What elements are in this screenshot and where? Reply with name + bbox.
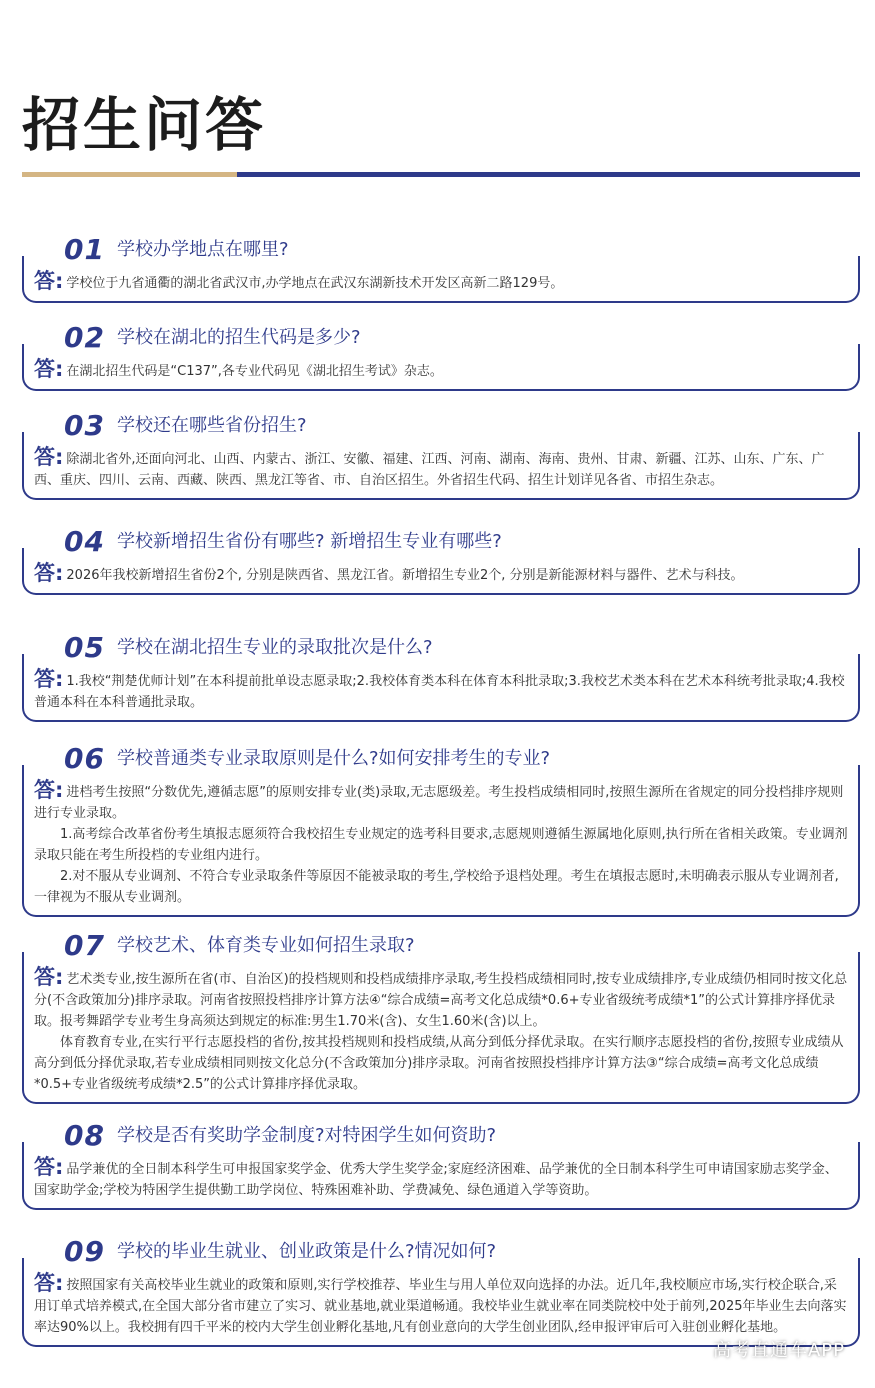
answer-text: 除湖北省外,还面向河北、山西、内蒙古、浙江、安徽、福建、江西、河南、湖南、海南、贵州、甘肃、新疆、江苏、山东、广东、广西、重庆、四川、云南、西藏、陕西、黑龙江等省、市、自治区招生。外省招生代码、招生计划详见各省、市招生杂志。 <box>34 452 825 488</box>
answer-box <box>22 964 860 1104</box>
question-header <box>22 524 860 560</box>
answer-box <box>22 268 860 303</box>
answer-box <box>22 560 860 595</box>
answer-text: 2026年我校新增招生省份2个, 分别是陕西省、黑龙江省。新增招生专业2个, 分别是新能源材料与器件、艺术与科技。 <box>66 568 744 583</box>
question-number: 01 <box>64 233 105 266</box>
answer-text: 进档考生按照“分数优先,遵循志愿”的原则安排专业(类)录取,无志愿级差。考生投档成绩相同时,按照生源所在省规定的同分投档排序规则进行专业录取。 <box>34 785 844 821</box>
title-rule-gold <box>22 172 237 177</box>
answer-box <box>22 444 860 500</box>
answer-paragraph: 1.高考综合改革省份考生填报志愿须符合我校招生专业规定的选考科目要求,志愿规则遵循生源属地化原则,执行所在省相关政策。专业调剂录取只能在考生所投档的专业组内进行。 <box>34 827 848 863</box>
question-header <box>22 630 860 666</box>
title-rule-navy <box>237 172 860 177</box>
watermark: 高考直通车APP <box>712 1340 845 1361</box>
answer-text: 1.我校“荆楚优师计划”在本科提前批单设志愿录取;2.我校体育类本科在体育本科批录取;3.我校艺术类本科在艺术本科统考批录取;4.我校普通本科在本科普通批录取。 <box>34 674 845 710</box>
answer-box <box>22 356 860 391</box>
answer-label: 答: <box>34 965 64 989</box>
question-header <box>22 232 860 268</box>
question-header <box>22 320 860 356</box>
question-header <box>22 741 860 777</box>
question-number: 07 <box>64 929 105 962</box>
question-header <box>22 928 860 964</box>
question-number: 09 <box>64 1235 105 1268</box>
question-number: 06 <box>64 742 105 775</box>
question-number: 05 <box>64 631 105 664</box>
qa-item-01 <box>22 232 860 303</box>
answer-label: 答: <box>34 561 64 585</box>
question-text: 学校的毕业生就业、创业政策是什么?情况如何? <box>116 1241 497 1262</box>
answer-box <box>22 777 860 917</box>
question-header <box>22 1118 860 1154</box>
question-text: 学校普通类专业录取原则是什么?如何安排考生的专业? <box>116 748 551 769</box>
page-title: 招生问答 <box>22 91 267 159</box>
question-text: 学校是否有奖助学金制度?对特困学生如何资助? <box>116 1125 497 1146</box>
question-number: 08 <box>64 1119 105 1152</box>
question-header <box>22 408 860 444</box>
question-number: 03 <box>64 409 105 442</box>
answer-box <box>22 1154 860 1210</box>
qa-item-04 <box>22 524 860 595</box>
qa-item-06 <box>22 741 860 917</box>
answer-box <box>22 666 860 722</box>
question-text: 学校还在哪些省份招生? <box>116 415 307 436</box>
answer-text: 在湖北招生代码是“C137”,各专业代码见《湖北招生考试》杂志。 <box>66 364 443 379</box>
answer-label: 答: <box>34 357 64 381</box>
question-text: 学校在湖北的招生代码是多少? <box>116 327 361 348</box>
question-text: 学校新增招生省份有哪些? 新增招生专业有哪些? <box>116 531 502 552</box>
question-text: 学校艺术、体育类专业如何招生录取? <box>116 935 415 956</box>
answer-paragraph: 2.对不服从专业调剂、不符合专业录取条件等原因不能被录取的考生,学校给予退档处理。考生在填报志愿时,未明确表示服从专业调剂者,一律视为不服从专业调剂。 <box>34 869 839 905</box>
qa-item-07 <box>22 928 860 1104</box>
question-number: 02 <box>64 321 105 354</box>
question-number: 04 <box>64 525 105 558</box>
answer-label: 答: <box>34 1271 64 1295</box>
answer-text: 品学兼优的全日制本科学生可申报国家奖学金、优秀大学生奖学金;家庭经济困难、品学兼优的全日制本科学生可申请国家励志奖学金、国家助学金;学校为特困学生提供勤工助学岗位、特殊困难补助、学费减免、绿色通道入学等资助。 <box>34 1162 838 1198</box>
answer-label: 答: <box>34 778 64 802</box>
qa-item-08 <box>22 1118 860 1210</box>
answer-paragraph: 体育教育专业,在实行平行志愿投档的省份,按其投档规则和投档成绩,从高分到低分择优录取。在实行顺序志愿投档的省份,按照专业成绩从高分到低分择优录取,若专业成绩相同则按文化总分(不含政策加分)排序录取。河南省按照投档排序计算方法③“综合成绩=高考文化总成绩*0.5+专业省级统考成绩*2.5”的公式计算排序择优录取。 <box>34 1035 844 1092</box>
answer-label: 答: <box>34 1155 64 1179</box>
answer-text: 按照国家有关高校毕业生就业的政策和原则,实行学校推荐、毕业生与用人单位双向选择的办法。近几年,我校顺应市场,实行校企联合,采用订单式培养模式,在全国大部分省市建立了实习、就业基地,就业渠道畅通。我校毕业生就业率在同类院校中处于前列,2025年毕业生去向落实率达90%以上。我校拥有四千平米的校内大学生创业孵化基地,凡有创业意向的大学生创业团队,经申报评审后可入驻创业孵化基地。 <box>34 1278 847 1335</box>
answer-text: 艺术类专业,按生源所在省(市、自治区)的投档规则和投档成绩排序录取,考生投档成绩相同时,按专业成绩排序,专业成绩仍相同时按文化总分(不含政策加分)排序录取。河南省按照投档排序计算方法④“综合成绩=高考文化总成绩*0.6+专业省级统考成绩*1”的公式计算排序择优录取。报考舞蹈学专业考生身高须达到规定的标准:男生1.70米(含)、女生1.60米(含)以上。 <box>34 972 848 1029</box>
answer-label: 答: <box>34 667 64 691</box>
qa-item-09 <box>22 1234 860 1347</box>
answer-text: 学校位于九省通衢的湖北省武汉市,办学地点在武汉东湖新技术开发区高新二路129号。 <box>66 276 564 291</box>
question-header <box>22 1234 860 1270</box>
answer-label: 答: <box>34 445 64 469</box>
answer-label: 答: <box>34 269 64 293</box>
qa-item-03 <box>22 408 860 500</box>
qa-item-05 <box>22 630 860 722</box>
question-text: 学校在湖北招生专业的录取批次是什么? <box>116 637 433 658</box>
qa-item-02 <box>22 320 860 391</box>
question-text: 学校办学地点在哪里? <box>116 239 289 260</box>
